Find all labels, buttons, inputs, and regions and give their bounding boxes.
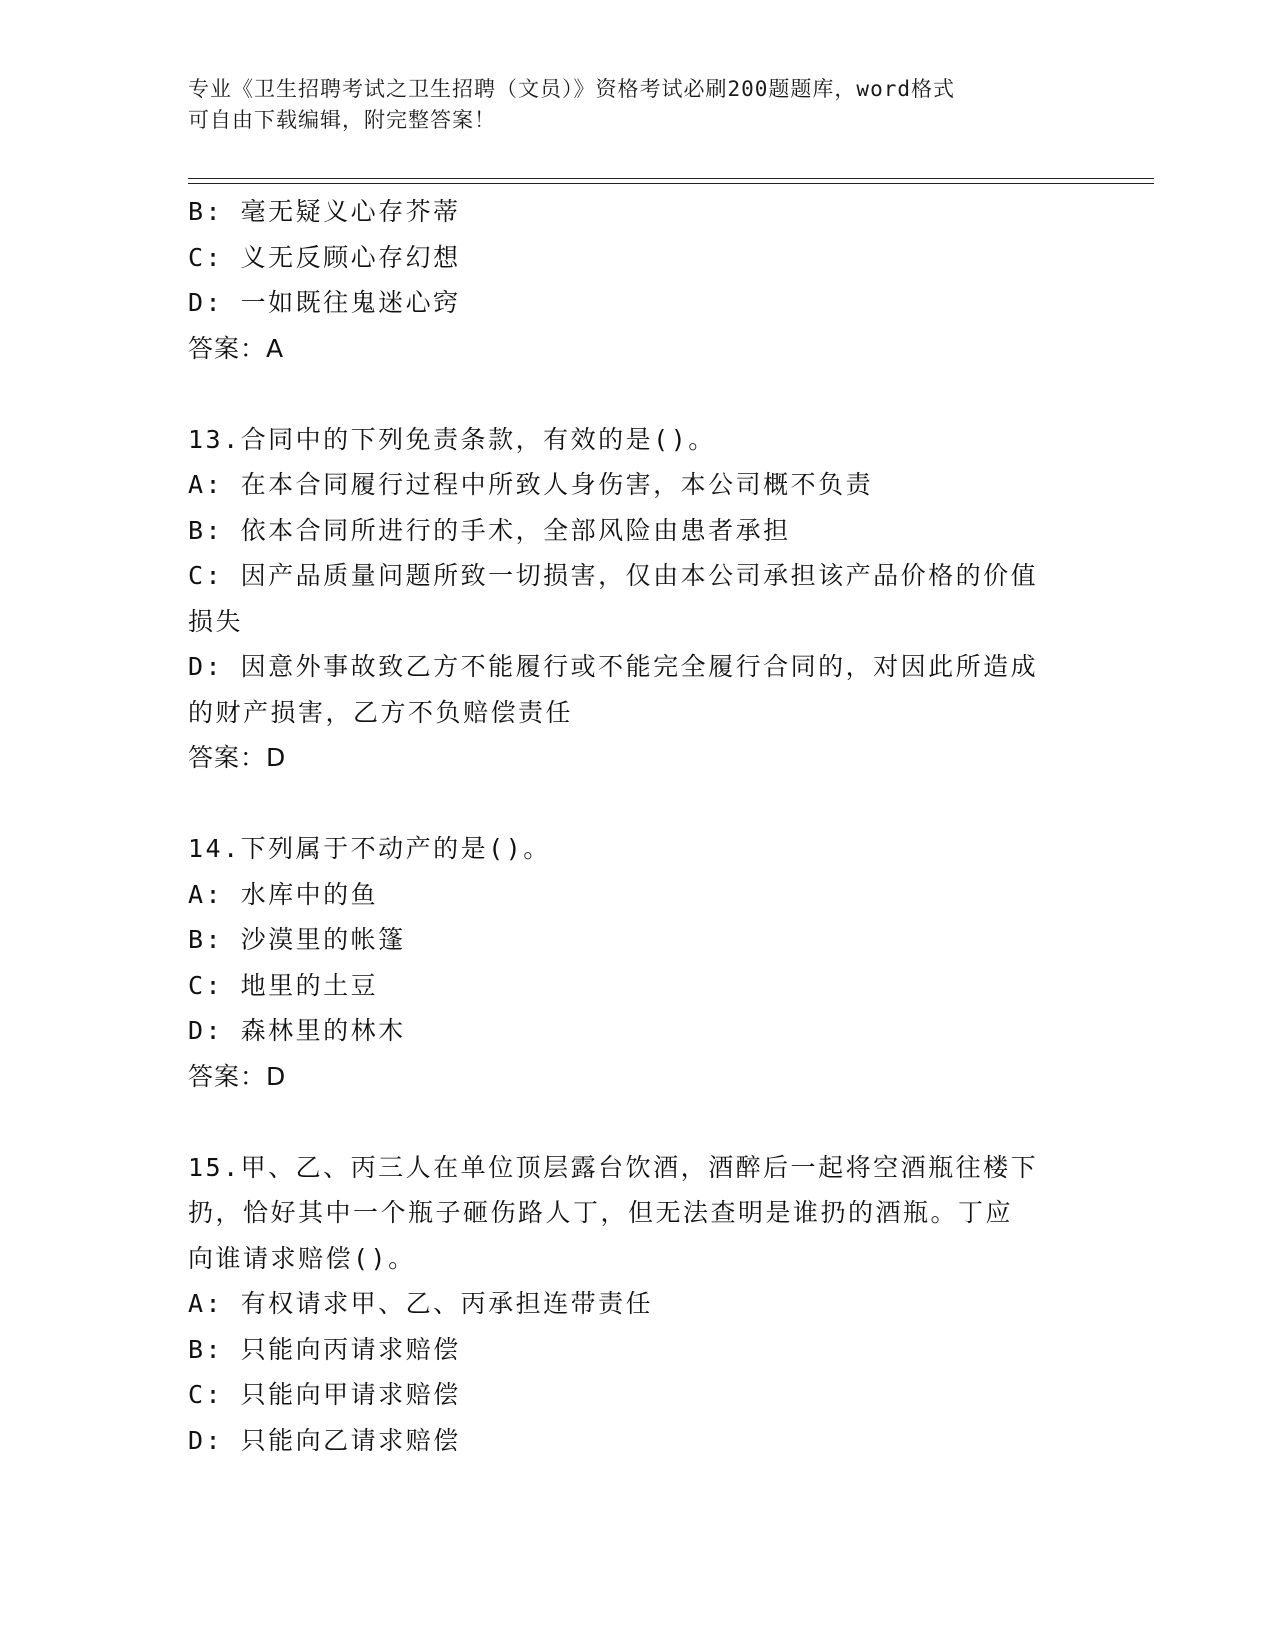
question-15 [188, 1145, 1088, 1464]
header-title-line-1: 专业《卫生招聘考试之卫生招聘（文员）》资格考试必刷200题题库，word格式 [188, 77, 955, 101]
option-a: A: 在本合同履行过程中所致人身伤害，本公司概不负责 [188, 470, 874, 499]
option-d-continued: 的财产损害，乙方不负赔偿责任 [188, 697, 574, 727]
document-header [188, 74, 1068, 136]
option-a: A: 有权请求甲、乙、丙承担连带责任 [188, 1289, 654, 1318]
question-stem: 13.合同中的下列免责条款，有效的是()。 [188, 424, 716, 454]
header-title-line-2: 可自由下载编辑，附完整答案！ [188, 108, 496, 132]
answer-label: 答案：D [188, 1061, 287, 1091]
spacer [188, 1099, 1088, 1145]
option-c-continued: 损失 [188, 606, 244, 636]
option-d: D: 一如既往鬼迷心窍 [188, 288, 461, 317]
spacer [188, 781, 1088, 827]
header-divider-bottom [188, 183, 1154, 184]
question-stem: 15.甲、乙、丙三人在单位顶层露台饮酒，酒醉后一起将空酒瓶往楼下 [188, 1152, 1039, 1182]
question-12-continued [188, 189, 1088, 371]
answer-label: 答案：A [188, 333, 285, 363]
header-divider-top [188, 178, 1154, 179]
spacer [188, 371, 1088, 417]
option-b: B: 只能向丙请求赔偿 [188, 1334, 461, 1364]
question-stem: 14.下列属于不动产的是()。 [188, 834, 551, 863]
option-b: B: 沙漠里的帐篷 [188, 925, 406, 954]
option-d: D: 只能向乙请求赔偿 [188, 1425, 461, 1455]
question-list [188, 189, 1088, 1463]
answer-label: 答案：D [188, 743, 287, 772]
question-stem-continued: 扔，恰好其中一个瓶子砸伤路人丁，但无法查明是谁扔的酒瓶。丁应 [188, 1198, 1014, 1227]
option-c: C: 义无反顾心存幻想 [188, 242, 461, 272]
option-b: B: 依本合同所进行的手术，全部风险由患者承担 [188, 515, 791, 545]
question-14 [188, 826, 1088, 1099]
option-c: C: 地里的土豆 [188, 970, 379, 1000]
option-a: A: 水库中的鱼 [188, 879, 379, 909]
option-b: B: 毫无疑义心存芥蒂 [188, 197, 461, 226]
question-stem-continued: 向谁请求赔偿()。 [188, 1243, 416, 1273]
option-c: C: 因产品质量问题所致一切损害，仅由本公司承担该产品价格的价值 [188, 561, 1039, 590]
question-13 [188, 417, 1088, 781]
option-d: D: 因意外事故致乙方不能履行或不能完全履行合同的，对因此所造成 [188, 652, 1039, 681]
option-c: C: 只能向甲请求赔偿 [188, 1380, 461, 1409]
option-d: D: 森林里的林木 [188, 1016, 406, 1045]
